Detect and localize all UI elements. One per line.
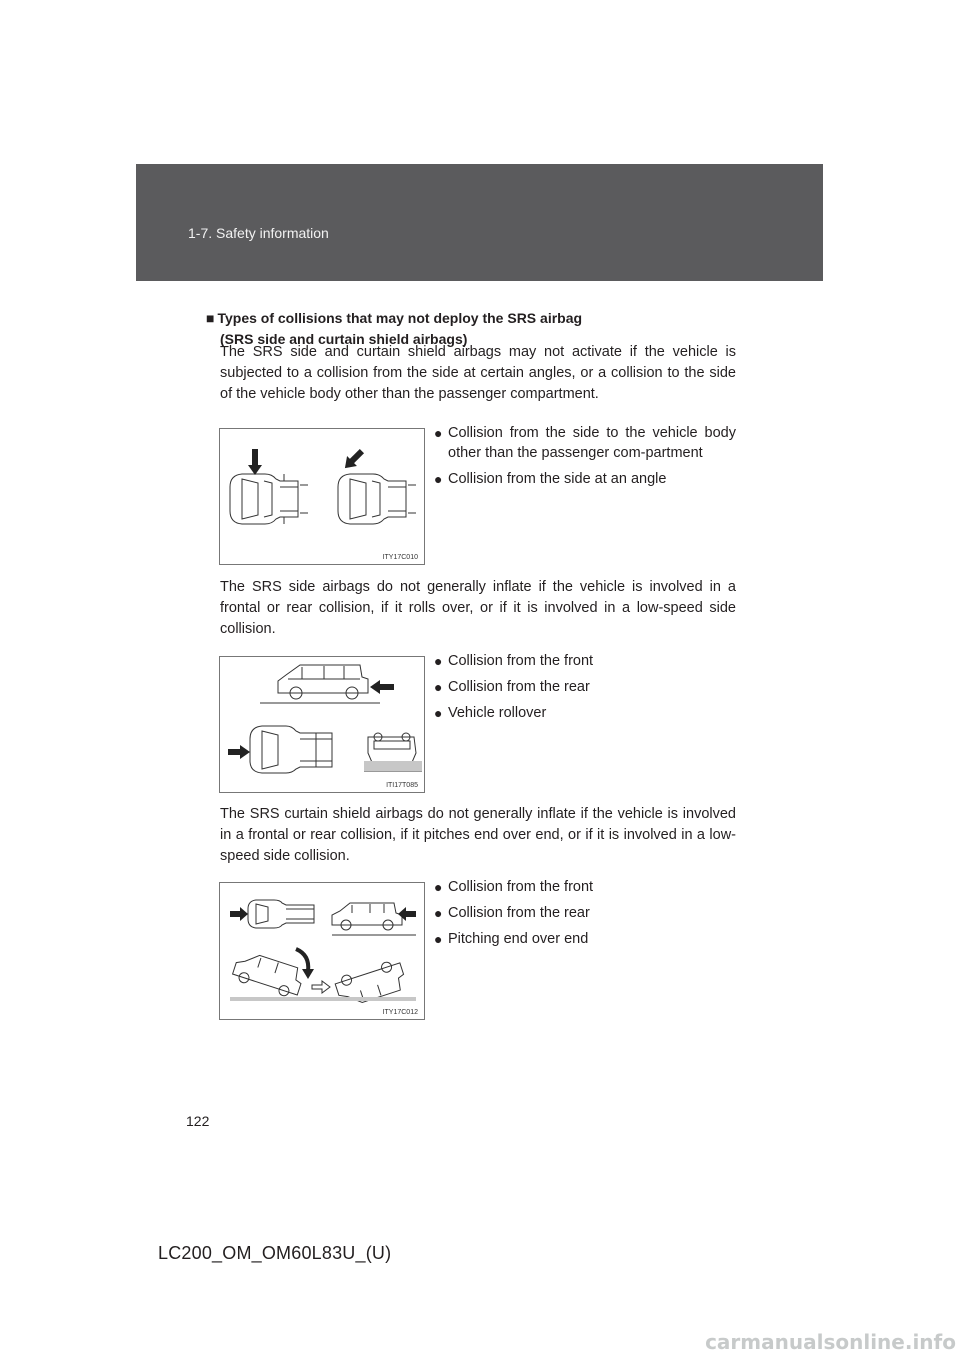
bullet-icon: ● [434, 931, 443, 947]
figure-front-rear-pitching [219, 882, 425, 1020]
list-item: ● Pitching end over end [434, 930, 736, 950]
figure-code: ITY17C010 [382, 554, 418, 561]
watermark: carmanualsonline.info [705, 1330, 956, 1354]
bullet-icon: ● [434, 705, 443, 721]
front-rear-pitching-illustration [220, 883, 424, 1019]
list-item: ● Collision from the front [434, 652, 736, 672]
section-header-bar [136, 164, 823, 281]
list-item: ● Collision from the side at an angle [434, 470, 736, 490]
paragraph-3: The SRS curtain shield airbags do not generally inflate if the vehicle is involved in a frontal or rear collision, if it pitches end over end, or if it is involved in a low-speed side collision. [220, 806, 736, 864]
bullet-icon: ● [434, 470, 443, 487]
list-item: ● Collision from the side to the vehicle body other than the passenger com-partment [434, 425, 736, 461]
list-item: ● Collision from the rear [434, 678, 736, 698]
bullet-icon: ● [434, 653, 443, 669]
bullet-icon: ● [434, 905, 443, 921]
bullet-list-1 [434, 424, 736, 496]
bullet-icon: ● [434, 679, 443, 695]
bullet-icon: ● [434, 425, 443, 441]
front-rear-rollover-illustration [220, 657, 424, 792]
heading-line-1: Types of collisions that may not deploy the SRS airbag [217, 310, 583, 326]
heading-marker: ■ [206, 310, 215, 326]
figure-code: ITI17T085 [386, 782, 418, 789]
paragraph-1: The SRS side and curtain shield airbags may not activate if the vehicle is subjected to a collision from the side at certain angles, or a collision to the side of the vehicle body other than the passenger compartment. [220, 344, 736, 402]
section-title: 1-7. Safety information [188, 225, 329, 241]
footer-document-code: LC200_OM_OM60L83U_(U) [158, 1243, 392, 1263]
figure-side-collision [219, 428, 425, 565]
list-item: ● Collision from the front [434, 878, 736, 898]
figure-code: ITY17C012 [382, 1009, 418, 1016]
heading-line-2: (SRS side and curtain shield airbags) [220, 331, 468, 347]
list-item: ● Collision from the rear [434, 904, 736, 924]
paragraph-2: The SRS side airbags do not generally inflate if the vehicle is involved in a frontal or rear collision, if it rolls over, or if it is involved in a low-speed side collision. [220, 579, 736, 637]
bullet-icon: ● [434, 879, 443, 895]
list-item: ● Vehicle rollover [434, 704, 736, 724]
bullet-list-2 [434, 652, 736, 730]
figure-front-rear-rollover [219, 656, 425, 793]
page-number: 122 [186, 1113, 210, 1129]
bullet-list-3 [434, 878, 736, 956]
side-collision-illustration [220, 429, 424, 564]
